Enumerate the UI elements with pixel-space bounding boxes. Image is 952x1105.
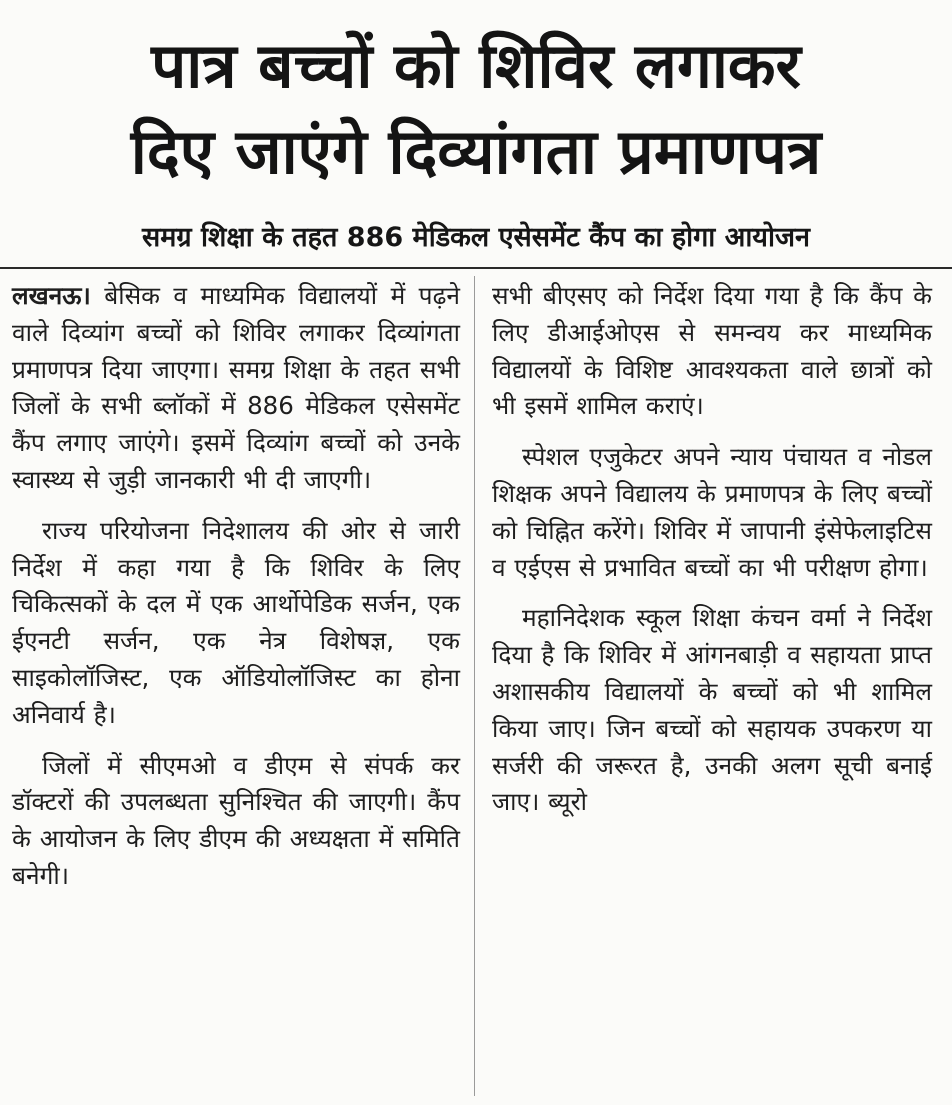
left-paragraph-3: जिलों में सीएमओ व डीएम से संपर्क कर डॉक्टरों की उपलब्धता सुनिश्चित की जाएगी। कैंप के आयोजन के लिए डीएम की अध्यक्षता में समिति बनेगी। bbox=[12, 750, 460, 890]
right-paragraph-2: स्पेशल एजुकेटर अपने न्याय पंचायत व नोडल शिक्षक अपने विद्यालय के प्रमाणपत्र के लिए बच्चों को चिह्नित करेंगे। शिविर में जापानी इंसेफेलाइटिस व एईएस से प्रभावित बच्चों का भी परीक्षण होगा। bbox=[492, 442, 932, 582]
headline-line-2: दिए जाएंगे दिव्यांगता प्रमाणपत्र bbox=[130, 115, 822, 188]
left-paragraph-1 bbox=[12, 278, 460, 499]
subheadline: समग्र शिक्षा के तहत 886 मेडिकल एसेसमेंट कैंप का होगा आयोजन bbox=[142, 222, 810, 253]
left-paragraph-1-text: बेसिक व माध्यमिक विद्यालयों में पढ़ने वाले दिव्यांग बच्चों को शिविर लगाकर दिव्यांगता प्रमाणपत्र दिया जाएगा। समग्र शिक्षा के तहत सभी जिलों के सभी ब्लॉकों में 886 मेडिकल एसेसमेंट कैंप लगाए जाएंगे। इसमें दिव्यांग बच्चों को उनके स्वास्थ्य से जुड़ी जानकारी भी दी जाएगी। bbox=[12, 281, 460, 494]
column-divider bbox=[474, 276, 475, 1096]
subheadline-rule bbox=[0, 267, 952, 269]
dateline: लखनऊ। bbox=[12, 281, 91, 310]
right-paragraph-1: सभी बीएसए को निर्देश दिया गया है कि कैंप के लिए डीआईओएस से समन्वय कर माध्यमिक विद्यालयों के विशिष्ट आवश्यकता वाले छात्रों को भी इसमें शामिल कराएं। bbox=[492, 281, 932, 421]
right-paragraph-3: महानिदेशक स्कूल शिक्षा कंचन वर्मा ने निर्देश दिया है कि शिविर में आंगनबाड़ी व सहायता प्राप्त अशासकीय विद्यालयों के बच्चों को भी शामिल किया जाए। जिन बच्चों को सहायक उपकरण या सर्जरी की जरूरत है, उनकी अलग सूची बनाई जाए। ब्यूरो bbox=[492, 603, 932, 817]
headline-line-1: पात्र बच्चों को शिविर लगाकर bbox=[151, 29, 801, 102]
left-paragraph-2: राज्य परियोजना निदेशालय की ओर से जारी निर्देश में कहा गया है कि शिविर के लिए चिकित्सकों के दल में एक आर्थोपेडिक सर्जन, एक ईएनटी सर्जन, एक नेत्र विशेषज्ञ, एक साइकोलॉजिस्ट, एक ऑडियोलॉजिस्ट का होना अनिवार्य है। bbox=[12, 515, 460, 729]
right-column bbox=[492, 278, 932, 835]
left-column bbox=[12, 278, 460, 909]
